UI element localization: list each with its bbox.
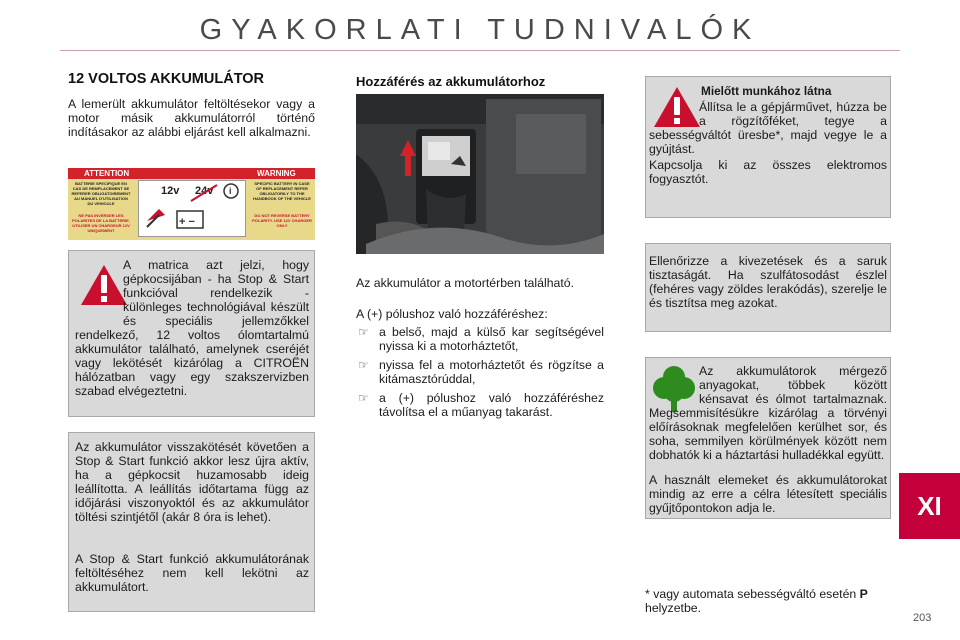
pointing-hand-icon: ☞	[358, 358, 369, 372]
footnote-star: *	[645, 587, 650, 601]
footnote-end: helyzetbe.	[645, 601, 702, 615]
environment-box	[645, 357, 891, 519]
list-item	[356, 391, 604, 419]
before-work-paragraph-1: Állítsa le a gépjárművet, húzza be a rögzítőféket, tegye a sebességváltót üresbe*, majd vegye le a gyújtást.	[649, 100, 887, 156]
pointing-hand-icon: ☞	[358, 325, 369, 339]
environment-paragraph-2: A használt elemeket és akkumulátorokat mindig az erre a célra létesített speciális gyűjtőpontokon adja le.	[649, 473, 887, 515]
label-24v: 24v	[195, 185, 214, 197]
battery-warning-label	[68, 168, 315, 240]
battery-clamps-icon	[139, 181, 247, 238]
svg-text:i: i	[229, 186, 232, 196]
intro-paragraph: A lemerült akkumulátor feltöltésekor vagy a motor másik akkumulátorról történő indításakor az alábbi eljárást kell alkalmazni.	[68, 97, 315, 139]
list-item	[356, 325, 604, 353]
before-work-box	[645, 76, 891, 218]
pointing-hand-icon: ☞	[358, 391, 369, 405]
section-heading-access: Hozzáférés az akkumulátorhoz	[356, 74, 546, 89]
label-fr-bottom: NE PAS INVERSER LES POLARITES DE LA BATTERIE. UTILISER UN CHARGEUR 12V UNIQUEMENT	[72, 213, 130, 233]
info-box-paragraph-2: A Stop & Start funkció akkumulátorának feltöltéséhez nem kell lekötni az akkumulátort.	[75, 552, 309, 594]
footnote-text: vagy automata sebességváltó esetén	[653, 587, 857, 601]
access-steps-list	[356, 320, 604, 419]
engine-bay-photo	[356, 94, 604, 254]
access-paragraph-1: Az akkumulátor a motortérben található.	[356, 276, 575, 290]
footnote	[645, 587, 891, 615]
access-step-2: nyissa fel a motorháztetőt és rögzítse a kitámasztórúddal,	[379, 358, 604, 386]
terminal-check-text: Ellenőrizze a kivezetések és a saruk tisztaságát. Ha szulfátosodást észlel (fehéres vagy zöldes lerakódás), szerelje le és tisztítsa meg azokat.	[649, 254, 887, 310]
label-en-bottom: DO NOT REVERSE BATTERY POLARITY. USE 12V CHARGER ONLY	[252, 213, 312, 228]
list-item	[356, 358, 604, 386]
engine-bay-illustration	[356, 94, 604, 254]
before-work-title: Mielőtt munkához látna	[701, 84, 832, 98]
before-work-paragraph-2: Kapcsolja ki az összes elektromos fogyasztót.	[649, 158, 887, 186]
footnote-gear-p: P	[859, 587, 868, 601]
terminal-check-box	[645, 243, 891, 332]
label-fr-top: BATTERIE SPECIFIQUE EN CAS DE REMPLACEMENT SE REFERER OBLIGATOIREMENT AU MANUEL D'UTILISATION DU VEHICULE	[71, 181, 131, 206]
label-warning-text: WARNING	[257, 169, 296, 178]
label-12v: 12v	[161, 185, 180, 197]
access-step-3: a (+) pólushoz való hozzáféréshez távolítsa el a műanyag takarást.	[379, 391, 604, 419]
section-heading-battery: 12 VOLTOS AKKUMULÁTOR	[68, 71, 265, 87]
environment-paragraph-1: Az akkumulátorok mérgező anyagokat, többek között kénsavat és ólmot tartalmaznak. Megsemmisítésükre kizárólag a törvényi előírásoknak megfelelően kerülhet sor, és soha, semmilyen körülmények között nem dobhatók ki a háztartási hulladékkal együtt.	[649, 364, 887, 462]
access-paragraph-2: A (+) pólushoz való hozzáféréshez:	[356, 307, 548, 321]
title-divider	[60, 50, 900, 51]
page-title: GYAKORLATI TUDNIVALÓK	[199, 14, 761, 46]
warning-box-text: A matrica azt jelzi, hogy gépkocsijában - ha Stop & Start funkcióval rendelkezik - különleges technológiával készült és speciális jellemzőkkel rendelkező, 12 voltos ólomtartalmú akkumulátor található, amelynek cseréjét vagy lekötését kizárólag a CITROËN hálózatban vagy egy szakszervizben szabad elvégeztetni.	[75, 258, 309, 398]
label-en-top: SPECIFIC BATTERY IN CASE OF REPLACEMENT REFER OBLIGATORILY TO THE HANDBOOK OF THE VEHICLE	[253, 181, 311, 201]
label-attention-text: ATTENTION	[84, 169, 130, 178]
svg-text:+ −: + −	[179, 216, 195, 228]
info-box-paragraph-1: Az akkumulátor visszakötését követően a Stop & Start funkció akkor lesz újra aktív, ha a gépkocsit huzamosabb ideig leállította. A leállítás időtartama függ az időjárási viszonyoktól és az akkumulátor töltési szintjétől (akár 8 óra is lehet).	[75, 440, 309, 524]
chapter-tab: XI	[899, 473, 960, 539]
access-step-1: a belső, majd a külső kar segítségével nyissa ki a motorháztetőt,	[379, 325, 604, 353]
warning-box-stop-start	[68, 250, 315, 417]
page-number: 203	[913, 612, 932, 624]
info-box-stop-start	[68, 432, 315, 612]
